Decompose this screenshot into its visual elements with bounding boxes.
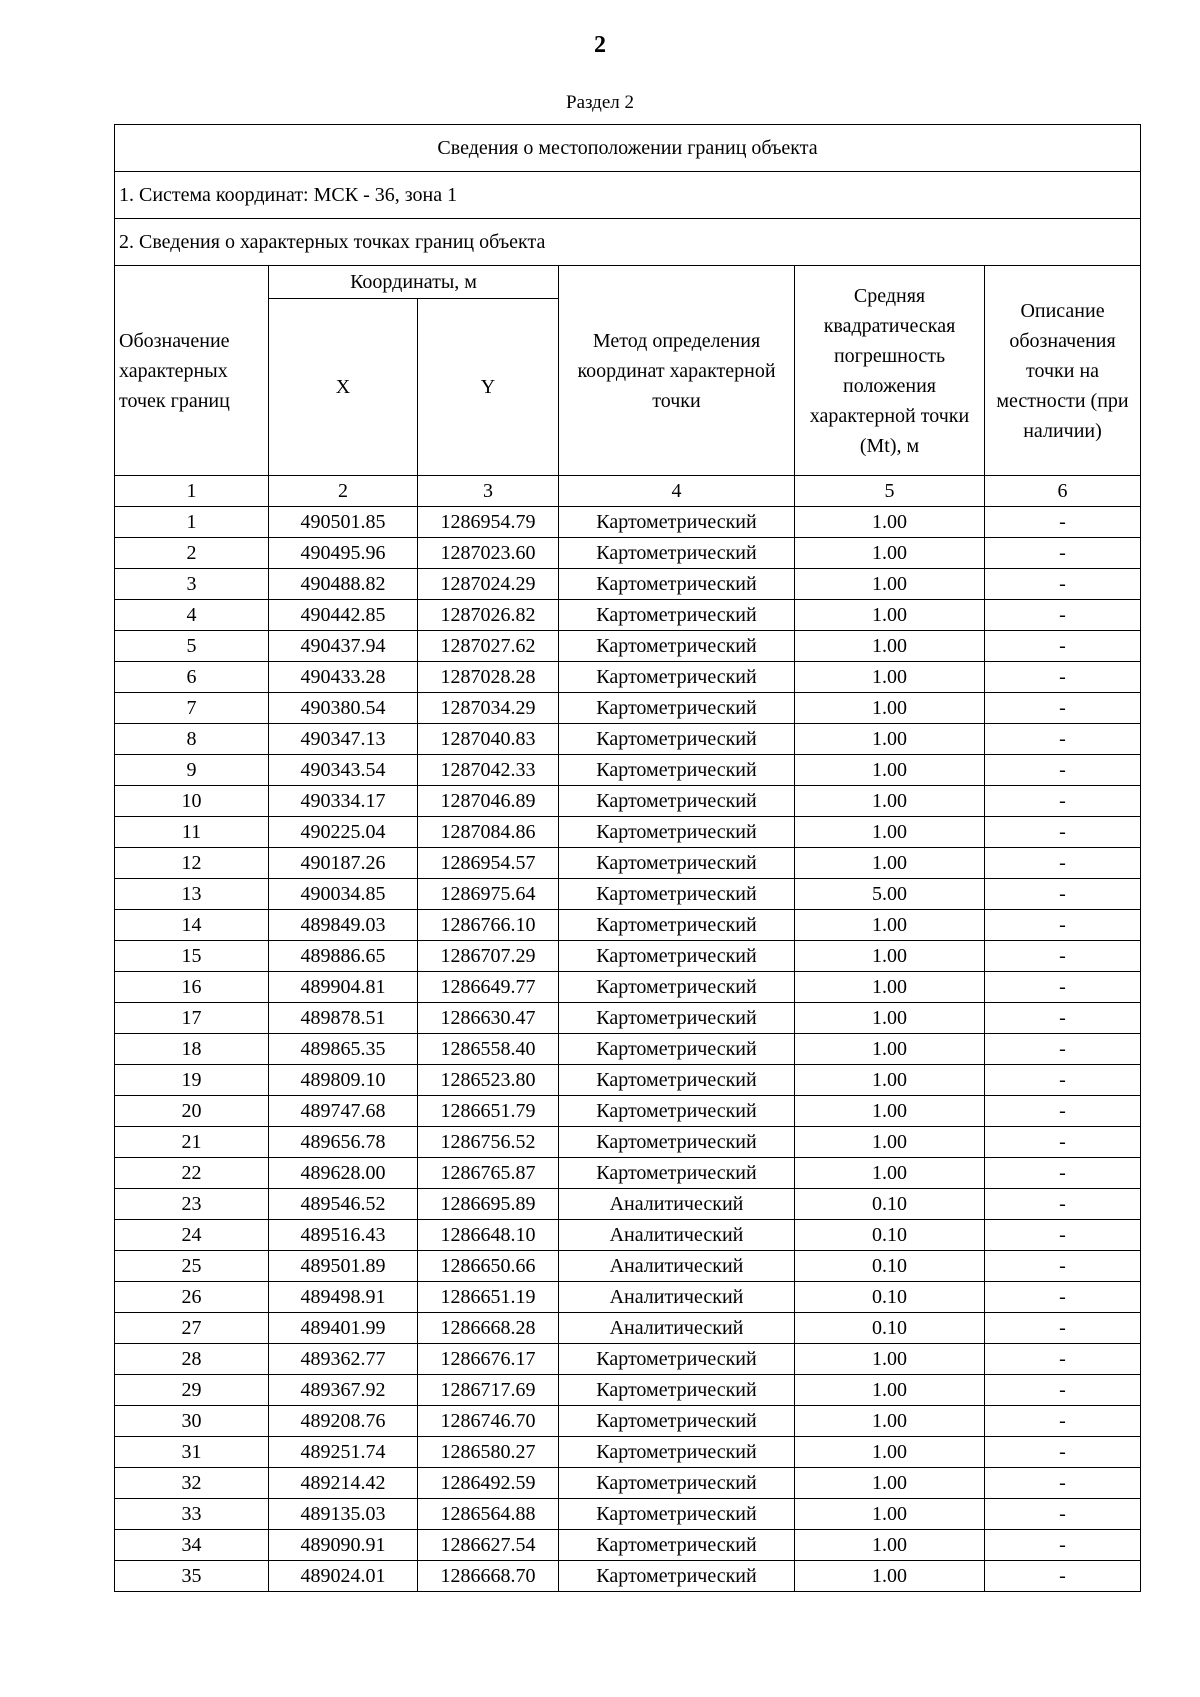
cell-x: 490334.17 — [269, 786, 418, 817]
cell-x: 489498.91 — [269, 1282, 418, 1313]
cell-point: 35 — [115, 1561, 269, 1592]
column-number-row — [115, 476, 1141, 507]
table-row — [115, 941, 1141, 972]
cell-error: 1.00 — [795, 631, 985, 662]
cell-y: 1287027.62 — [418, 631, 559, 662]
cell-y: 1286954.79 — [418, 507, 559, 538]
cell-y: 1287042.33 — [418, 755, 559, 786]
cell-y: 1286668.70 — [418, 1561, 559, 1592]
points-heading: 2. Сведения о характерных точках границ объекта — [115, 219, 1141, 266]
cell-description: - — [985, 1313, 1141, 1344]
cell-error: 1.00 — [795, 972, 985, 1003]
table-row — [115, 1096, 1141, 1127]
column-number: 3 — [418, 476, 559, 507]
cell-error: 1.00 — [795, 941, 985, 972]
cell-y: 1286765.87 — [418, 1158, 559, 1189]
table-row — [115, 569, 1141, 600]
cell-y: 1287046.89 — [418, 786, 559, 817]
cell-error: 1.00 — [795, 569, 985, 600]
cell-description: - — [985, 1251, 1141, 1282]
cell-description: - — [985, 817, 1141, 848]
cell-x: 490347.13 — [269, 724, 418, 755]
cell-error: 1.00 — [795, 600, 985, 631]
cell-x: 489214.42 — [269, 1468, 418, 1499]
cell-method: Картометрический — [559, 755, 795, 786]
cell-description: - — [985, 1282, 1141, 1313]
cell-x: 489904.81 — [269, 972, 418, 1003]
table-row — [115, 631, 1141, 662]
cell-x: 490380.54 — [269, 693, 418, 724]
cell-y: 1286668.28 — [418, 1313, 559, 1344]
cell-x: 489886.65 — [269, 941, 418, 972]
cell-point: 23 — [115, 1189, 269, 1220]
cell-y: 1286707.29 — [418, 941, 559, 972]
cell-description: - — [985, 724, 1141, 755]
table-row — [115, 1313, 1141, 1344]
cell-description: - — [985, 848, 1141, 879]
header-point: Обозначение характерных точек границ — [115, 266, 269, 476]
table-row — [115, 1158, 1141, 1189]
cell-x: 489024.01 — [269, 1561, 418, 1592]
cell-error: 0.10 — [795, 1313, 985, 1344]
cell-point: 17 — [115, 1003, 269, 1034]
table-row — [115, 1344, 1141, 1375]
cell-description: - — [985, 1158, 1141, 1189]
cell-x: 490225.04 — [269, 817, 418, 848]
cell-x: 489516.43 — [269, 1220, 418, 1251]
cell-method: Аналитический — [559, 1220, 795, 1251]
table-row — [115, 724, 1141, 755]
cell-description: - — [985, 1127, 1141, 1158]
column-number: 1 — [115, 476, 269, 507]
points-heading-row — [115, 219, 1141, 266]
cell-error: 1.00 — [795, 1003, 985, 1034]
table-row — [115, 662, 1141, 693]
cell-y: 1287034.29 — [418, 693, 559, 724]
cell-point: 2 — [115, 538, 269, 569]
cell-y: 1286523.80 — [418, 1065, 559, 1096]
cell-description: - — [985, 600, 1141, 631]
cell-point: 19 — [115, 1065, 269, 1096]
header-x: X — [269, 299, 418, 476]
cell-error: 1.00 — [795, 755, 985, 786]
cell-method: Картометрический — [559, 1127, 795, 1158]
cell-method: Картометрический — [559, 910, 795, 941]
cell-y: 1286564.88 — [418, 1499, 559, 1530]
cell-method: Картометрический — [559, 507, 795, 538]
cell-method: Аналитический — [559, 1251, 795, 1282]
table-row — [115, 1189, 1141, 1220]
cell-error: 0.10 — [795, 1220, 985, 1251]
cell-description: - — [985, 538, 1141, 569]
cell-y: 1287023.60 — [418, 538, 559, 569]
cell-description: - — [985, 1003, 1141, 1034]
cell-point: 10 — [115, 786, 269, 817]
header-y: Y — [418, 299, 559, 476]
cell-method: Картометрический — [559, 941, 795, 972]
cell-x: 489628.00 — [269, 1158, 418, 1189]
cell-point: 7 — [115, 693, 269, 724]
header-description: Описание обозначения точки на местности (при наличии) — [985, 266, 1141, 476]
table-row — [115, 755, 1141, 786]
cell-y: 1286717.69 — [418, 1375, 559, 1406]
cell-x: 490034.85 — [269, 879, 418, 910]
cell-y: 1286676.17 — [418, 1344, 559, 1375]
cell-method: Картометрический — [559, 1034, 795, 1065]
cell-method: Картометрический — [559, 1530, 795, 1561]
cell-x: 490187.26 — [269, 848, 418, 879]
cell-description: - — [985, 662, 1141, 693]
cell-description: - — [985, 1437, 1141, 1468]
cell-point: 32 — [115, 1468, 269, 1499]
cell-description: - — [985, 1561, 1141, 1592]
table-row — [115, 1468, 1141, 1499]
cell-error: 1.00 — [795, 786, 985, 817]
table-row — [115, 693, 1141, 724]
cell-description: - — [985, 1220, 1141, 1251]
cell-description: - — [985, 879, 1141, 910]
cell-description: - — [985, 786, 1141, 817]
cell-point: 27 — [115, 1313, 269, 1344]
cell-method: Картометрический — [559, 972, 795, 1003]
cell-x: 490433.28 — [269, 662, 418, 693]
cell-point: 6 — [115, 662, 269, 693]
cell-description: - — [985, 693, 1141, 724]
cell-description: - — [985, 631, 1141, 662]
cell-method: Картометрический — [559, 724, 795, 755]
cell-y: 1286651.79 — [418, 1096, 559, 1127]
cell-x: 490437.94 — [269, 631, 418, 662]
cell-method: Картометрический — [559, 631, 795, 662]
column-number: 5 — [795, 476, 985, 507]
cell-error: 1.00 — [795, 507, 985, 538]
cell-y: 1286756.52 — [418, 1127, 559, 1158]
cell-x: 489656.78 — [269, 1127, 418, 1158]
cell-point: 21 — [115, 1127, 269, 1158]
cell-error: 1.00 — [795, 1406, 985, 1437]
cell-description: - — [985, 1065, 1141, 1096]
cell-x: 489251.74 — [269, 1437, 418, 1468]
cell-x: 489401.99 — [269, 1313, 418, 1344]
cell-error: 1.00 — [795, 662, 985, 693]
cell-y: 1286627.54 — [418, 1530, 559, 1561]
cell-error: 1.00 — [795, 1499, 985, 1530]
cell-point: 12 — [115, 848, 269, 879]
cell-y: 1287040.83 — [418, 724, 559, 755]
cell-x: 489362.77 — [269, 1344, 418, 1375]
cell-point: 22 — [115, 1158, 269, 1189]
boundary-points-table — [114, 124, 1141, 1592]
cell-y: 1286954.57 — [418, 848, 559, 879]
cell-error: 1.00 — [795, 848, 985, 879]
table-row — [115, 538, 1141, 569]
cell-error: 1.00 — [795, 538, 985, 569]
cell-point: 11 — [115, 817, 269, 848]
cell-y: 1286630.47 — [418, 1003, 559, 1034]
cell-description: - — [985, 1530, 1141, 1561]
cell-point: 31 — [115, 1437, 269, 1468]
cell-method: Картометрический — [559, 879, 795, 910]
header-coordinates: Координаты, м — [269, 266, 559, 299]
cell-x: 489878.51 — [269, 1003, 418, 1034]
cell-method: Аналитический — [559, 1313, 795, 1344]
table-row — [115, 1220, 1141, 1251]
cell-point: 4 — [115, 600, 269, 631]
cell-x: 490442.85 — [269, 600, 418, 631]
cell-method: Картометрический — [559, 1375, 795, 1406]
cell-x: 489809.10 — [269, 1065, 418, 1096]
header-row-1 — [115, 266, 1141, 299]
table-title-row — [115, 125, 1141, 172]
table-row — [115, 600, 1141, 631]
cell-x: 489546.52 — [269, 1189, 418, 1220]
cell-error: 1.00 — [795, 1561, 985, 1592]
cell-error: 1.00 — [795, 910, 985, 941]
table-row — [115, 1561, 1141, 1592]
cell-point: 30 — [115, 1406, 269, 1437]
cell-y: 1286558.40 — [418, 1034, 559, 1065]
table-row — [115, 848, 1141, 879]
cell-method: Картометрический — [559, 569, 795, 600]
cell-x: 490488.82 — [269, 569, 418, 600]
cell-x: 489367.92 — [269, 1375, 418, 1406]
cell-method: Картометрический — [559, 1003, 795, 1034]
cell-point: 29 — [115, 1375, 269, 1406]
header-error: Средняя квадратическая погрешность положения характерной точки (Mt), м — [795, 266, 985, 476]
cell-point: 1 — [115, 507, 269, 538]
cell-x: 489849.03 — [269, 910, 418, 941]
table-row — [115, 1127, 1141, 1158]
cell-point: 8 — [115, 724, 269, 755]
table-row — [115, 817, 1141, 848]
cell-x: 490501.85 — [269, 507, 418, 538]
cell-error: 1.00 — [795, 1437, 985, 1468]
table-row — [115, 507, 1141, 538]
cell-method: Картометрический — [559, 693, 795, 724]
cell-description: - — [985, 1096, 1141, 1127]
cell-y: 1286975.64 — [418, 879, 559, 910]
cell-error: 0.10 — [795, 1251, 985, 1282]
cell-method: Картометрический — [559, 1468, 795, 1499]
cell-x: 489090.91 — [269, 1530, 418, 1561]
cell-description: - — [985, 1468, 1141, 1499]
table-row — [115, 1530, 1141, 1561]
cell-error: 1.00 — [795, 693, 985, 724]
cell-error: 1.00 — [795, 1127, 985, 1158]
table-row — [115, 972, 1141, 1003]
cell-error: 1.00 — [795, 1096, 985, 1127]
cell-point: 16 — [115, 972, 269, 1003]
table-row — [115, 1251, 1141, 1282]
cell-y: 1286695.89 — [418, 1189, 559, 1220]
cell-method: Картометрический — [559, 600, 795, 631]
coord-system-row — [115, 172, 1141, 219]
cell-method: Картометрический — [559, 817, 795, 848]
coord-system: 1. Система координат: МСК - 36, зона 1 — [115, 172, 1141, 219]
cell-description: - — [985, 1034, 1141, 1065]
page-number: 2 — [594, 32, 606, 58]
cell-point: 9 — [115, 755, 269, 786]
cell-description: - — [985, 910, 1141, 941]
cell-x: 490343.54 — [269, 755, 418, 786]
cell-method: Картометрический — [559, 1096, 795, 1127]
cell-description: - — [985, 1375, 1141, 1406]
cell-description: - — [985, 1344, 1141, 1375]
cell-error: 1.00 — [795, 1530, 985, 1561]
cell-point: 15 — [115, 941, 269, 972]
cell-y: 1286492.59 — [418, 1468, 559, 1499]
cell-y: 1286648.10 — [418, 1220, 559, 1251]
cell-point: 26 — [115, 1282, 269, 1313]
cell-y: 1286766.10 — [418, 910, 559, 941]
cell-method: Картометрический — [559, 1158, 795, 1189]
section-label: Раздел 2 — [566, 92, 634, 113]
cell-x: 490495.96 — [269, 538, 418, 569]
cell-point: 18 — [115, 1034, 269, 1065]
cell-description: - — [985, 1189, 1141, 1220]
table-row — [115, 1034, 1141, 1065]
cell-error: 0.10 — [795, 1189, 985, 1220]
cell-point: 20 — [115, 1096, 269, 1127]
cell-error: 1.00 — [795, 1375, 985, 1406]
cell-method: Картометрический — [559, 538, 795, 569]
table-row — [115, 910, 1141, 941]
cell-method: Аналитический — [559, 1282, 795, 1313]
cell-method: Картометрический — [559, 786, 795, 817]
cell-method: Картометрический — [559, 662, 795, 693]
cell-y: 1287084.86 — [418, 817, 559, 848]
cell-x: 489747.68 — [269, 1096, 418, 1127]
cell-y: 1287026.82 — [418, 600, 559, 631]
cell-error: 1.00 — [795, 1344, 985, 1375]
cell-x: 489135.03 — [269, 1499, 418, 1530]
cell-y: 1286649.77 — [418, 972, 559, 1003]
cell-description: - — [985, 972, 1141, 1003]
cell-description: - — [985, 507, 1141, 538]
cell-point: 33 — [115, 1499, 269, 1530]
cell-point: 13 — [115, 879, 269, 910]
table-row — [115, 1003, 1141, 1034]
cell-point: 34 — [115, 1530, 269, 1561]
table-row — [115, 1406, 1141, 1437]
cell-method: Картометрический — [559, 1499, 795, 1530]
table-row — [115, 1065, 1141, 1096]
table-title: Сведения о местоположении границ объекта — [115, 125, 1141, 172]
table-row — [115, 786, 1141, 817]
cell-error: 1.00 — [795, 1158, 985, 1189]
column-number: 6 — [985, 476, 1141, 507]
column-number: 4 — [559, 476, 795, 507]
table-row — [115, 879, 1141, 910]
table-row — [115, 1437, 1141, 1468]
cell-error: 1.00 — [795, 724, 985, 755]
cell-method: Картометрический — [559, 1437, 795, 1468]
table-row — [115, 1282, 1141, 1313]
cell-x: 489865.35 — [269, 1034, 418, 1065]
cell-point: 24 — [115, 1220, 269, 1251]
cell-point: 14 — [115, 910, 269, 941]
cell-method: Картометрический — [559, 1065, 795, 1096]
table-row — [115, 1375, 1141, 1406]
cell-point: 5 — [115, 631, 269, 662]
cell-x: 489208.76 — [269, 1406, 418, 1437]
cell-error: 1.00 — [795, 817, 985, 848]
cell-description: - — [985, 941, 1141, 972]
header-method: Метод определения координат характерной точки — [559, 266, 795, 476]
cell-method: Аналитический — [559, 1189, 795, 1220]
cell-point: 28 — [115, 1344, 269, 1375]
cell-point: 3 — [115, 569, 269, 600]
cell-description: - — [985, 1406, 1141, 1437]
cell-y: 1286580.27 — [418, 1437, 559, 1468]
table-row — [115, 1499, 1141, 1530]
cell-method: Картометрический — [559, 1406, 795, 1437]
cell-y: 1286650.66 — [418, 1251, 559, 1282]
cell-description: - — [985, 569, 1141, 600]
cell-y: 1287024.29 — [418, 569, 559, 600]
column-number: 2 — [269, 476, 418, 507]
cell-error: 1.00 — [795, 1468, 985, 1499]
table-body — [115, 507, 1141, 1592]
cell-description: - — [985, 1499, 1141, 1530]
cell-y: 1286746.70 — [418, 1406, 559, 1437]
cell-x: 489501.89 — [269, 1251, 418, 1282]
cell-error: 1.00 — [795, 1034, 985, 1065]
cell-error: 0.10 — [795, 1282, 985, 1313]
cell-point: 25 — [115, 1251, 269, 1282]
cell-method: Картометрический — [559, 1561, 795, 1592]
cell-y: 1287028.28 — [418, 662, 559, 693]
cell-error: 5.00 — [795, 879, 985, 910]
cell-method: Картометрический — [559, 848, 795, 879]
cell-method: Картометрический — [559, 1344, 795, 1375]
cell-error: 1.00 — [795, 1065, 985, 1096]
cell-description: - — [985, 755, 1141, 786]
cell-y: 1286651.19 — [418, 1282, 559, 1313]
